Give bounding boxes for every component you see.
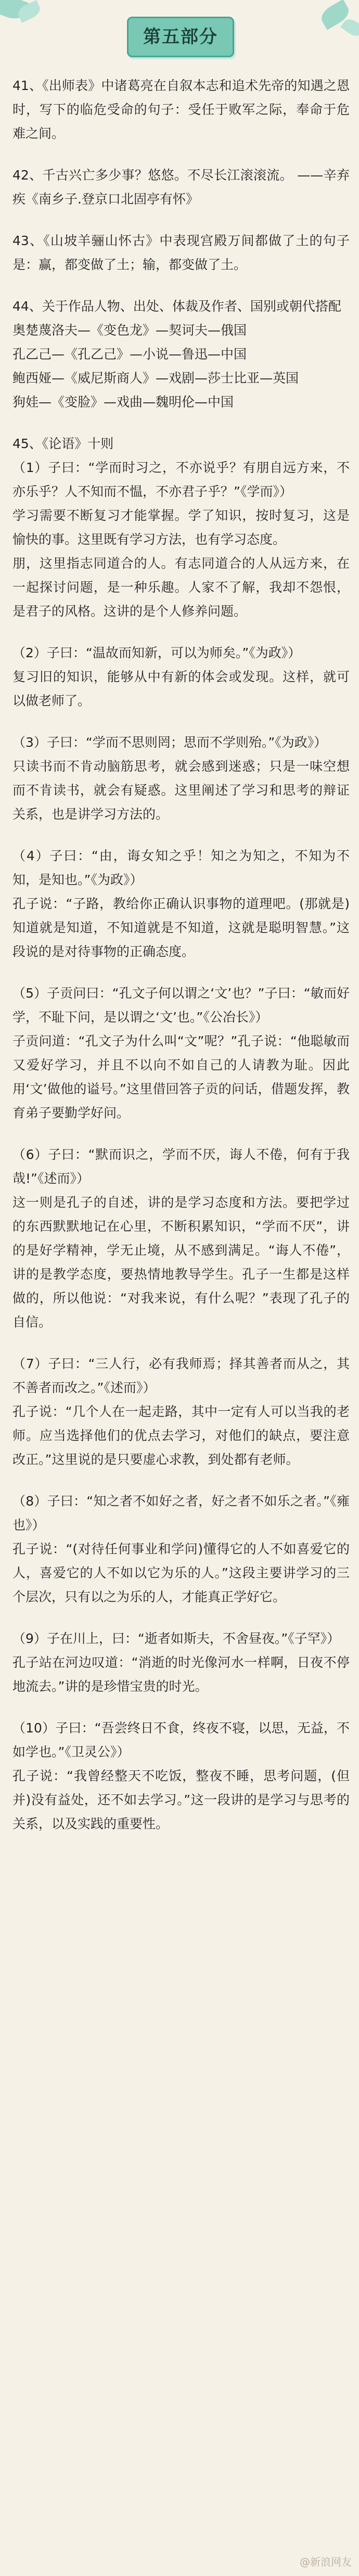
paragraph-43: 43、《山坡羊骊山怀古》中表现宫殿万间都做了土的句子是：赢，都变做了土；输，都变做了土。 <box>12 233 350 272</box>
paragraph-45-2: （2）子曰：“温故而知新，可以为师矣。”《为政》） 复习旧的知识，能够从中有新的体会或发现。这样，就可以做老师了。 <box>12 645 350 708</box>
paragraph-45-6: （6）子曰：“默而识之，学而不厌，诲人不倦，何有于我哉!”《述而》） 这一则是孔子的自述，讲的是学习态度和方法。要把学过的东西默默地记在心里，不断积累知识，“学而不厌”，讲的是好学精神，学无止境，从不感到满足。“诲人不倦”，讲的是教学态度，要热情地教导学生。孔子一生都是这样做的，所以他说：“对我来说，有什么呢？”表现了孔子的自信。 <box>12 1147 350 1330</box>
paragraph-45-4: （4）子曰：“由，诲女知之乎！知之为知之，不知为不知，是知也。”《为政》） 孔子说：“子路，教给你正确认识事物的道理吧。(那就是)知道就是知道，不知道就是不知道，这就是聪明智慧。”这段说的是对待事物的正确态度。 <box>12 848 350 959</box>
watermark: @新浪网友 <box>300 2556 352 2568</box>
paragraph-45-1: 45、《论语》十则 （1）子曰：“学而时习之，不亦说乎？有朋自远方来，不亦乐乎？人不知而不愠，不亦君子乎？”《学而》） 学习需要不断复习才能掌握。学了知识，按时复习，这是愉快的事。这里既有学习方法，也有学习态度。 朋，这里指志同道合的人。有志同道合的人从远方来，在一起探讨问题，是一种乐趣。人家不了解，我却不怨恨，是君子的风格。这讲的是个人修养问题。 <box>12 436 350 619</box>
paragraph-45-8: （8）子曰：“知之者不如好之者，好之者不如乐之者。”《雍也》） 孔子说：“(对待任何事业和学问)懂得它的人不如喜爱它的人，喜爱它的人不如以它为乐的人。”这段主要讲学习的三个层次，只有以之为乐的人，才能真正学好它。 <box>12 1494 350 1604</box>
paragraph-45-9: （9）子在川上，曰：“逝者如斯夫，不舍昼夜。”《子罕》） 孔子站在河边叹道：“消逝的时光像河水一样啊，日夜不停地流去。”讲的是珍惜宝贵的时光。 <box>12 1631 350 1694</box>
paragraph-45-5: （5）子贡问曰：“孔文子何以谓之‘文’也？”子曰：“敏而好学，不耻下问，是以谓之‘文’也。”《公冶长》） 子贡问道：“孔文子为什么叫“文”呢？”孔子说：“他聪敏而又爱好学习，并且不以向不如自己的人请教为耻。因此用‘文’做他的谥号。”这里借回答子贡的问话，借题发挥，教育弟子要勤学好问。 <box>12 986 350 1120</box>
section-title: 第五部分 <box>127 17 234 57</box>
content <box>0 62 359 1836</box>
paragraph-45-10: （10）子曰：“吾尝终日不食，终夜不寝，以思，无益，不如学也。”《卫灵公》） 孔子说：“我曾经整天不吃饭，整夜不睡，思考问题，(但并)没有益处，还不如去学习。”这一段讲的是学习与思考的关系，以及实践的重要性。 <box>12 1720 350 1831</box>
paragraph-44: 44、关于作品人物、出处、体裁及作者、国别或朝代搭配 奥楚蔑洛夫—《变色龙》—契诃夫—俄国 孔乙己—《孔乙己》—小说—鲁迅—中国 鲍西娅—《威尼斯商人》—戏剧—莎士比亚—英国 狗娃—《变脸》—戏曲—魏明伦—中国 <box>12 299 341 410</box>
paragraph-42: 42、千古兴亡多少事？悠悠。不尽长江滚滚流。 ——辛弃疾《南乡子.登京口北固亭有怀》 <box>12 168 350 207</box>
paragraph-45-3: （3）子曰：“学而不思则罔；思而不学则殆。”《为政》） 只读书而不肯动脑筋思考，就会感到迷惑；只是一味空想而不肯读书，就会有疑惑。这里阐述了学习和思考的辩证关系，也是讲学习方法的。 <box>12 735 350 822</box>
paragraph-45-7: （7）子曰：“三人行，必有我师焉；择其善者而从之，其不善者而改之。”《述而》） 孔子说：“几个人在一起走路，其中一定有人可以当我的老师。应当选择他们的优点去学习，对他们的缺点，要注意改正。”这里说的是只要虚心求教，到处都有老师。 <box>12 1356 350 1467</box>
header <box>0 0 359 62</box>
paragraph-41: 41、《出师表》中诸葛亮在自叙本志和追术先帝的知遇之恩时，写下的临危受命的句子：受任于败军之际，奉命于危难之间。 <box>12 78 350 141</box>
